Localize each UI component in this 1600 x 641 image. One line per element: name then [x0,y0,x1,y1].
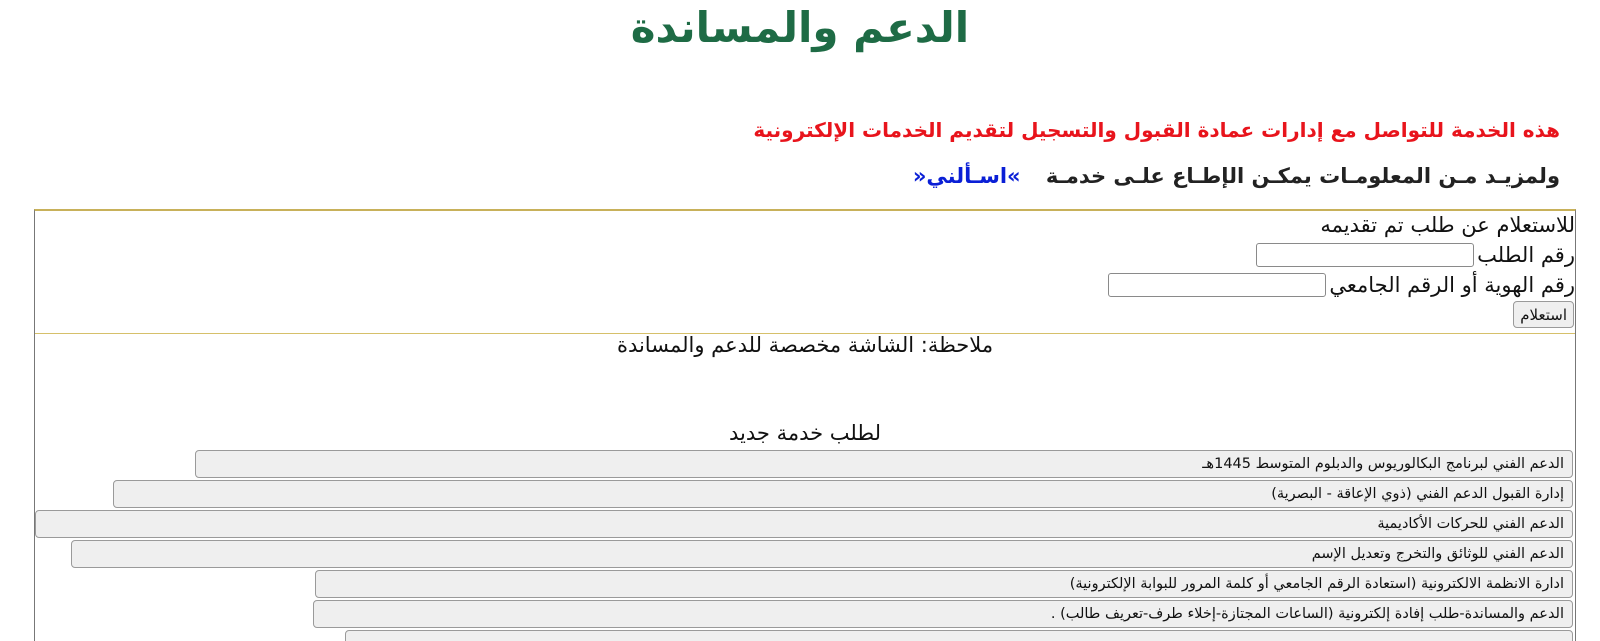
service-button-academic-transactions[interactable]: الدعم الفني للحركات الأكاديمية [35,510,1573,538]
page-title: الدعم والمساندة [630,3,970,52]
service-button-documents-graduation[interactable]: الدعم الفني للوثائق والتخرج وتعديل الإسم [71,540,1573,568]
service-description: هذه الخدمة للتواصل مع إدارات عمادة القبول والتسجيل لتقديم الخدمات الإلكترونية [753,118,1560,142]
service-button-electronic-certificate[interactable]: الدعم والمساندة-طلب إفادة إلكترونية (الساعات المجتازة-إخلاء طرف-تعريف طالب) . [313,600,1573,628]
id-number-input[interactable] [1108,273,1326,297]
screen-note: ملاحظة: الشاشة مخصصة للدعم والمساندة [616,333,994,357]
service-button-disability-support[interactable]: إدارة القبول الدعم الفني (ذوي الإعاقة - البصرية) [113,480,1573,508]
request-number-input[interactable] [1256,243,1474,267]
more-info-text: ولمزيـد مـن المعلومـات يمكـن الإطـاع علـى خدمـة [1045,164,1560,188]
request-number-label: رقم الطلب [1477,243,1575,267]
inquiry-title: للاستعلام عن طلب تم تقديمه [1320,213,1575,237]
service-button-partial[interactable] [345,630,1573,641]
more-info-line [913,164,1560,188]
service-button-electronic-systems[interactable]: ادارة الانظمة الالكترونية (استعادة الرقم الجامعي أو كلمة المرور للبوابة الإلكترونية) [315,570,1573,598]
id-number-row [1108,270,1575,300]
ask-me-link[interactable]: »اسـألني« [912,164,1021,188]
new-request-title: لطلب خدمة جديد [729,421,881,445]
inquire-button[interactable]: استعلام [1513,301,1574,328]
id-number-label: رقم الهوية أو الرقم الجامعي [1329,273,1575,297]
request-number-row [1256,240,1575,270]
support-panel [34,209,1576,641]
inquiry-section [35,211,1575,334]
service-button-bachelor-diploma[interactable]: الدعم الفني لبرنامج البكالوريوس والدبلوم المتوسط 1445هـ [195,450,1573,478]
